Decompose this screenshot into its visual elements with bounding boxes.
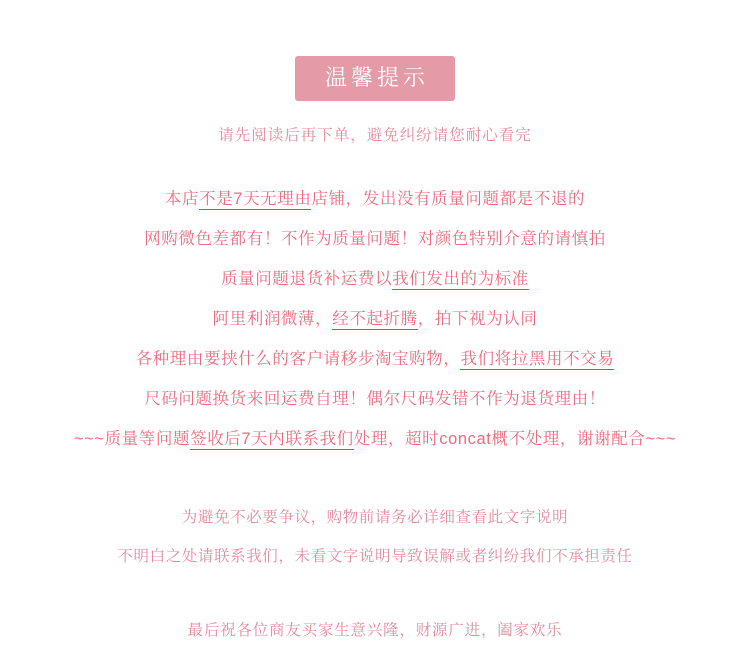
warning-line (213, 305, 538, 329)
page-subtitle: 请先阅读后再下单，避免纠纷请您耐心看完 (218, 127, 532, 145)
warning-line (144, 385, 606, 409)
warning-line (74, 425, 676, 449)
page-title-banner: 温馨提示 (295, 56, 455, 101)
warning-text-underline: 签收后7天内联系我们 (190, 430, 354, 449)
note-line: 不明白之处请联系我们，未看文字说明导致误解或者纠纷我们不承担责任 (117, 548, 633, 566)
warning-text-underline: 经不起折腾 (332, 310, 418, 329)
warning-text-pre: 各种理由要挟什么的客户请移步淘宝购物， (135, 350, 461, 369)
warning-line (221, 265, 529, 289)
warning-line (165, 185, 585, 209)
warning-text-post: 处理，超时concat概不处理，谢谢配合~~~ (353, 430, 677, 449)
note-line: 为避免不必要争议，购物前请务必详细查看此文字说明 (181, 509, 569, 527)
warning-text-underline: 我们发出的为标准 (392, 270, 529, 289)
warning-text-pre: 尺码问题换货来回运费自理！偶尔尺码发错不作为退货理由！ (144, 390, 606, 409)
closing-line: 最后祝各位商友买家生意兴隆，财源广进，阖家欢乐 (187, 622, 563, 640)
note-list (117, 505, 632, 566)
warning-text-pre: 质量问题退货补运费以 (221, 270, 393, 289)
warning-line (144, 225, 606, 249)
warning-list (74, 185, 676, 449)
warning-text-post: ，拍下视为认同 (417, 310, 538, 329)
warning-text-pre: 网购微色差都有！不作为质量问题！对颜色特别介意的请慎拍 (144, 230, 606, 249)
warning-text-pre: 本店 (164, 190, 200, 209)
warning-text-underline: 我们将拉黑用不交易 (460, 350, 615, 369)
warning-text-post: 店铺，发出没有质量问题都是不退的 (311, 190, 586, 209)
warning-text-pre: ~~~质量等问题 (73, 430, 191, 449)
warning-line (136, 345, 615, 369)
warning-text-pre: 阿里利润微薄， (212, 310, 333, 329)
warning-text-underline: 不是7天无理由 (199, 190, 312, 209)
